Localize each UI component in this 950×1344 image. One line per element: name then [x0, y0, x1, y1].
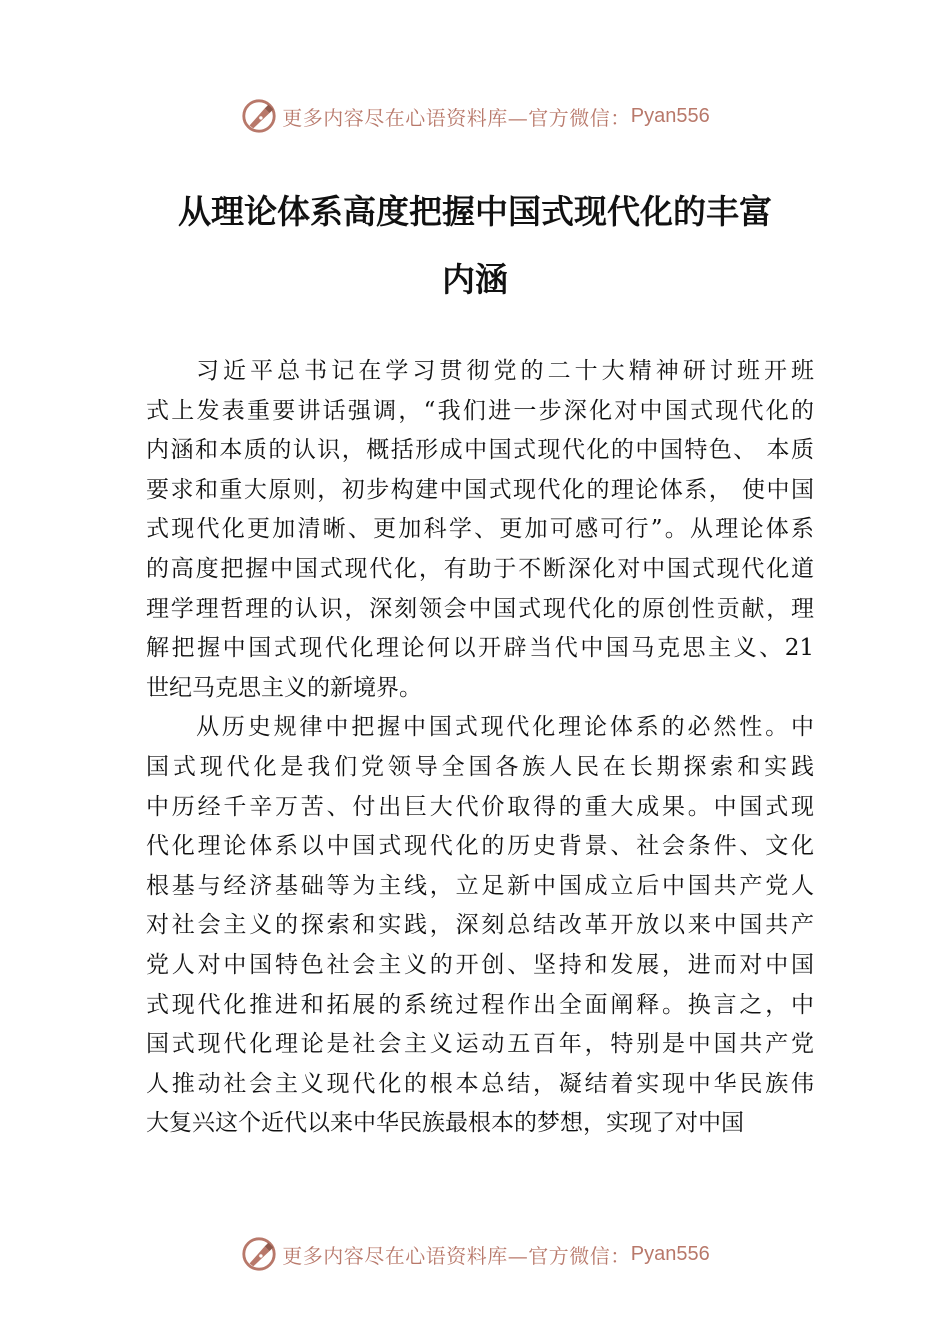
paragraph-line: 国式现代化是我们党领导全国各族人民在长期探索和实践	[146, 753, 814, 780]
paragraph-line: 式现代化推进和拓展的系统过程作出全面阐释。换言之，中	[146, 991, 814, 1018]
paragraph-line: 代化理论体系以中国式现代化的历史背景、社会条件、文化	[146, 833, 814, 860]
paragraph-line: 大复兴这个近代以来中华民族最根本的梦想，实现了对中国	[146, 1110, 744, 1137]
paragraph-line: 的高度把握中国式现代化，有助于不断深化对中国式现代化道	[146, 555, 814, 582]
footer-brand-text: 更多内容尽在心语资料库—官方微信：	[282, 1243, 631, 1268]
header-brand	[0, 94, 950, 138]
footer-brand	[0, 1232, 950, 1276]
paragraph-1	[146, 352, 814, 708]
pen-nib-logo-icon	[240, 1235, 278, 1273]
header-wechat-id: Pyan556	[630, 104, 710, 127]
paragraph-2	[146, 708, 814, 1144]
paragraph-line: 世纪马克思主义的新境界。	[146, 674, 422, 701]
paragraph-line: 国式现代化理论是社会主义运动五百年，特别是中国共产党	[146, 1031, 814, 1058]
paragraph-line: 理学理哲理的认识，深刻领会中国式现代化的原创性贡献，理	[146, 595, 814, 622]
document-title	[150, 178, 800, 314]
paragraph-line: 要求和重大原则，初步构建中国式现代化的理论体系， 使中国	[146, 476, 814, 503]
paragraph-line: 从历史规律中把握中国式现代化理论体系的必然性。中	[196, 714, 814, 741]
footer-wechat-id: Pyan556	[630, 1242, 710, 1265]
paragraph-line: 中历经千辛万苦、付出巨大代价取得的重大成果。中国式现	[146, 793, 814, 820]
pen-nib-logo-icon	[240, 97, 278, 135]
header-brand-text: 更多内容尽在心语资料库—官方微信：	[282, 105, 631, 130]
paragraph-line: 人推动社会主义现代化的根本总结，凝结着实现中华民族伟	[146, 1070, 814, 1097]
paragraph-line: 习近平总书记在学习贯彻党的二十大精神研讨班开班	[196, 358, 814, 384]
document-body	[146, 352, 814, 1144]
paragraph-line: 解把握中国式现代化理论何以开辟当代中国马克思主义、21	[146, 635, 814, 662]
paragraph-line: 根基与经济基础等为主线，立足新中国成立后中国共产党人	[146, 872, 814, 899]
title-line-2: 内涵	[442, 260, 508, 299]
title-line-1: 从理论体系高度把握中国式现代化的丰富	[178, 192, 772, 231]
paragraph-line: 内涵和本质的认识，概括形成中国式现代化的中国特色、 本质	[146, 437, 814, 464]
paragraph-line: 式上发表重要讲话强调，“我们进一步深化对中国式现代化的	[146, 397, 814, 424]
paragraph-line: 式现代化更加清晰、更加科学、更加可感可行”。从理论体系	[146, 516, 814, 543]
paragraph-line: 党人对中国特色社会主义的开创、坚持和发展，进而对中国	[146, 951, 814, 978]
paragraph-line: 对社会主义的探索和实践，深刻总结改革开放以来中国共产	[146, 912, 814, 939]
